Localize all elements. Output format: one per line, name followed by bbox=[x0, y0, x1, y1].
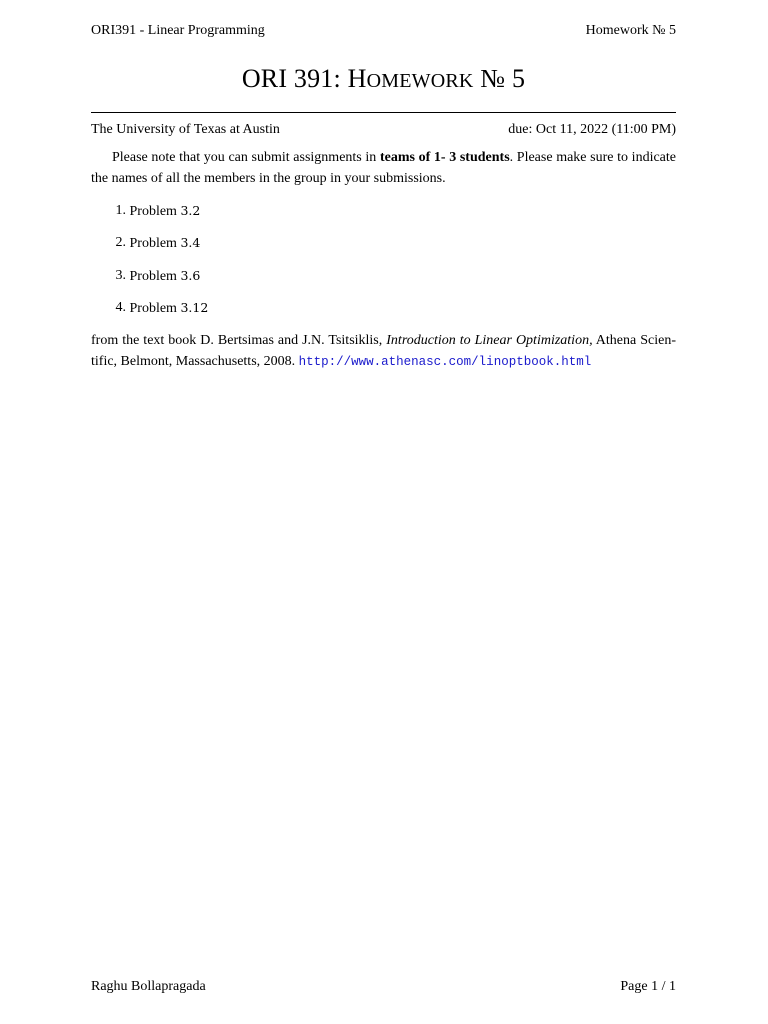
problem-number: 3.12 bbox=[180, 300, 209, 316]
reference-publisher: Athena Scientific, Belmont, Massachusetts, 2008. bbox=[91, 332, 676, 369]
reference-authors: from the text book D. Bertsimas and J.N. Tsitsiklis, bbox=[91, 332, 387, 348]
problem-label: Problem bbox=[129, 204, 181, 219]
info-line bbox=[91, 121, 676, 139]
document-page bbox=[91, 0, 676, 1024]
book-url-link[interactable]: http://www.athenasc.com/linoptbook.html bbox=[298, 354, 592, 369]
intro-paragraph bbox=[91, 147, 676, 189]
list-item-label bbox=[126, 265, 200, 286]
problem-label: Problem bbox=[129, 236, 181, 252]
title-prefix: ORI 391: bbox=[241, 64, 348, 93]
list-item-label bbox=[126, 200, 200, 221]
page-title bbox=[91, 62, 676, 98]
problem-number: 3.4 bbox=[180, 235, 201, 251]
footer-page-number: Page 1 / 1 bbox=[620, 979, 676, 994]
intro-team-size: teams of 1- 3 students bbox=[379, 150, 510, 165]
list-item bbox=[91, 297, 676, 318]
list-item bbox=[91, 200, 676, 221]
list-item bbox=[91, 265, 676, 286]
list-item-label bbox=[126, 297, 208, 318]
problem-label: Problem bbox=[129, 301, 181, 317]
list-item-number: 3. bbox=[115, 267, 126, 283]
list-item-number: 4. bbox=[115, 300, 126, 316]
list-item-label bbox=[126, 232, 200, 253]
title-divider bbox=[91, 112, 676, 113]
list-item-number: 1. bbox=[115, 203, 126, 218]
problem-label: Problem bbox=[129, 268, 181, 284]
list-item-number: 2. bbox=[115, 235, 126, 251]
problem-number: 3.2 bbox=[180, 203, 201, 218]
institution: The University of Texas at Austin bbox=[91, 122, 280, 137]
reference-paragraph bbox=[91, 330, 676, 373]
header-course: ORI391 - Linear Programming bbox=[91, 23, 265, 38]
intro-text-start: Please note that you can submit assignments in bbox=[112, 150, 380, 165]
intro-text-end: . Please make sure to indicate the names of all the members in the group in your submissions. bbox=[91, 150, 676, 186]
list-item bbox=[91, 232, 676, 253]
problem-number: 3.6 bbox=[180, 267, 201, 283]
body-text bbox=[91, 147, 676, 373]
title-suffix: № 5 bbox=[473, 64, 526, 93]
running-footer bbox=[91, 978, 676, 996]
footer-author: Raghu Bollapragada bbox=[91, 979, 206, 994]
title-word-rest: OMEWORK bbox=[366, 70, 474, 92]
header-homework: Homework № 5 bbox=[585, 23, 676, 38]
running-header bbox=[91, 22, 676, 40]
title-word-initial: H bbox=[347, 64, 367, 93]
due-date: due: Oct 11, 2022 (11:00 PM) bbox=[508, 122, 676, 137]
book-title: Introduction to Linear Optimization, bbox=[386, 332, 593, 348]
problem-list bbox=[91, 200, 676, 318]
